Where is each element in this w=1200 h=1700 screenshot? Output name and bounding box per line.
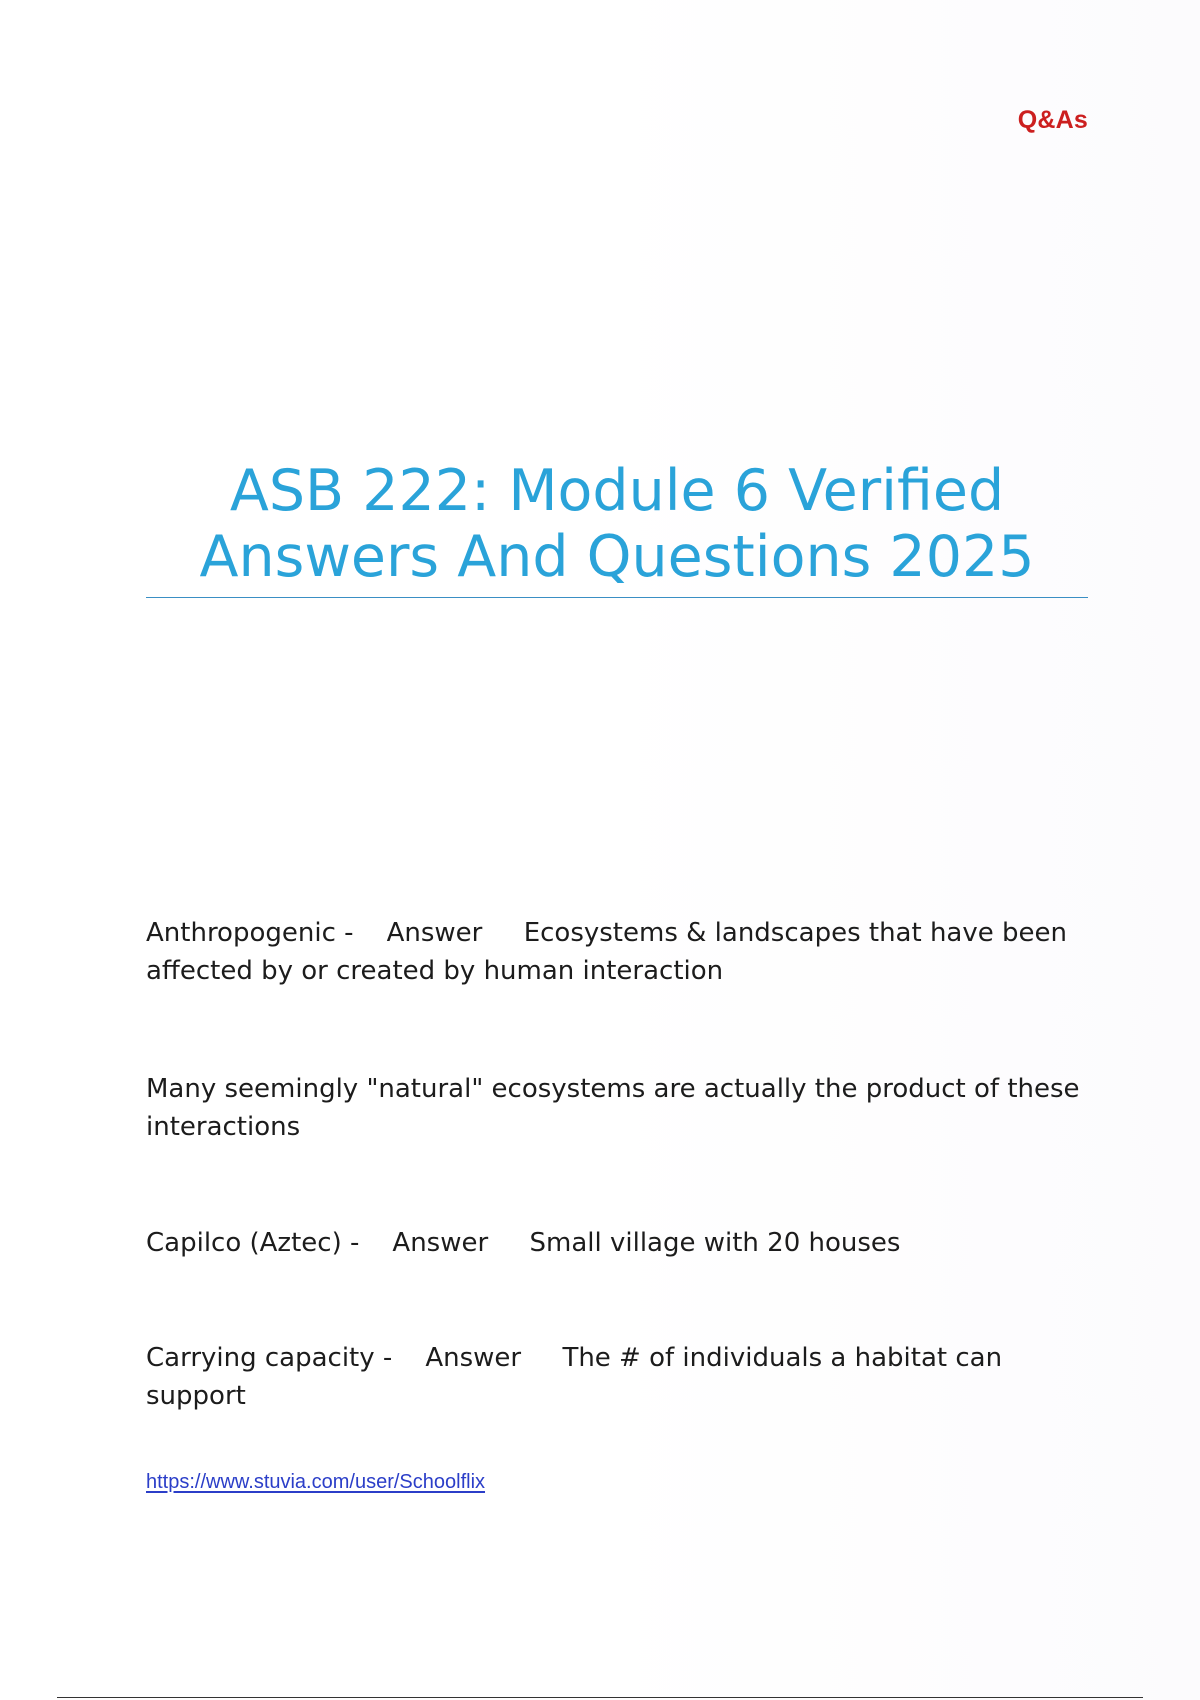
entry-definition: The # of individuals a habitat can support: [146, 1343, 1003, 1411]
qa-entry-anthropogenic: [146, 914, 1096, 990]
qa-entry-note: [146, 1070, 1096, 1146]
entry-answer-label: Answer: [425, 1343, 522, 1373]
entry-answer-label: Answer: [386, 918, 483, 948]
qa-entry-capilco: [146, 1224, 1096, 1262]
title-underline: [146, 597, 1088, 598]
footer-divider: [57, 1697, 1143, 1698]
qa-tag: Q&As: [1017, 106, 1088, 134]
entry-definition: Ecosystems & landscapes that have been affected by or created by human interaction: [146, 918, 1067, 986]
entry-term: Anthropogenic -: [146, 918, 354, 948]
entry-definition: Small village with 20 houses: [529, 1228, 901, 1258]
entry-term: Capilco (Aztec) -: [146, 1228, 360, 1258]
document-title: [146, 458, 1088, 590]
title-line-1: ASB 222: Module 6 Verified: [229, 458, 1005, 524]
title-line-2: Answers And Questions 2025: [199, 524, 1035, 590]
entry-term: Carrying capacity -: [146, 1343, 393, 1373]
schoolflix-profile-link[interactable]: https://www.stuvia.com/user/Schoolflix: [146, 1471, 486, 1493]
entry-text: Many seemingly "natural" ecosystems are actually the product of these interactions: [146, 1074, 1080, 1142]
qa-entry-carrying-capacity: [146, 1339, 1096, 1415]
entry-answer-label: Answer: [392, 1228, 489, 1258]
